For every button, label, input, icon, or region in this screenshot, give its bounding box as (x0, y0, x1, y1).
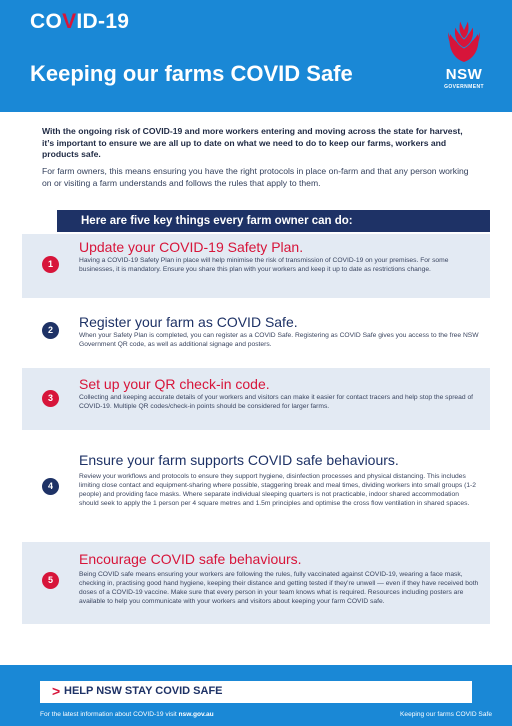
step-title: Set up your QR check-in code. (79, 376, 270, 392)
step-title: Ensure your farm supports COVID safe behaviours. (79, 452, 399, 468)
step-body: When your Safety Plan is completed, you can register as a COVID Safe. Registering as COVID Safe gives you access to the free NSW Government QR code, as well as additional signage and posters. (79, 332, 479, 348)
step-body: Having a COVID-19 Safety Plan in place will help minimise the risk of transmission of COVID-19 on your premises. For some businesses, it is mandatory. Ensure you share this plan with your workers and keep it up to date as restrictions change. (79, 257, 449, 273)
step-card-3 (22, 368, 490, 430)
footer-info-text: For the latest information about COVID-19 visit (40, 711, 179, 718)
brand-suffix: ID-19 (76, 10, 130, 33)
brand-v: V (62, 10, 77, 33)
page-title: Keeping our farms COVID Safe (30, 61, 353, 86)
step-card-2 (22, 306, 490, 358)
footer-info (40, 711, 214, 718)
step-body: Collecting and keeping accurate details of your workers and visitors can make it easier for contact tracers and help stop the spread of COVID-19. Multiple QR codes/check-in points should be considered for larger farms. (79, 394, 474, 410)
step-number-badge: 3 (42, 390, 59, 407)
cta-text: HELP NSW STAY COVID SAFE (64, 685, 223, 697)
step-card-5 (22, 542, 490, 624)
brand-title (30, 10, 129, 34)
step-title: Register your farm as COVID Safe. (79, 314, 298, 330)
step-card-1 (22, 234, 490, 298)
nsw-government-logo (432, 18, 496, 98)
step-title: Update your COVID-19 Safety Plan. (79, 239, 304, 255)
footer (0, 665, 512, 726)
footer-doc-title: Keeping our farms COVID Safe (400, 711, 492, 718)
step-body: Review your workflows and protocols to ensure they support hygiene, disinfection processes and physical distancing. This includes limiting close contact and equipment-sharing where possible, staggering break and meal times, dividing workers into small groups (1-2 people) and providing face masks. Where separate individual sleeping quarters is not practicable, indoor shared accommodation should seek to apply the 1 person per 4 square metres and 1.5m principles and optimise the cross flow ventilation in shared spaces. (79, 473, 476, 507)
step-number-badge: 1 (42, 256, 59, 273)
chevron-right-icon: > (52, 683, 61, 699)
step-number-badge: 5 (42, 572, 59, 589)
header (0, 0, 512, 112)
help-nsw-cta (40, 681, 472, 703)
step-title: Encourage COVID safe behaviours. (79, 551, 302, 567)
intro-regular: For farm owners, this means ensuring you have the right protocols in place on-farm and that any person working on or visiting a farm understands and follows the rules that apply to them. (42, 166, 469, 188)
logo-word: NSW (445, 66, 483, 83)
step-body: Being COVID safe means ensuring your workers are following the rules, fully vaccinated against COVID-19, wearing a face mask, checking in, practising good hand hygiene, keeping their distance and getting tested if they’re unwell — even if they have received both doses of a COVID-19 vaccine. Make sure that every person in your team knows what is required. Resources including posters are available to help you communicate with your workers and visitors about keeping your farm COVID safe. (79, 571, 479, 605)
waratah-flower-icon (444, 18, 484, 64)
step-number-badge: 4 (42, 478, 59, 495)
step-number-badge: 2 (42, 322, 59, 339)
brand-prefix: CO (30, 10, 63, 33)
logo-sub: GOVERNMENT (444, 84, 484, 90)
intro-bold: With the ongoing risk of COVID-19 and more workers entering and moving across the state for harvest, it’s important to ensure we are all up to date on what we need to do to keep our farms, workers and products safe. (42, 126, 463, 159)
step-card-4 (22, 446, 490, 526)
nsw-gov-link[interactable]: nsw.gov.au (178, 711, 214, 718)
key-things-banner: Here are five key things every farm owner can do: (57, 210, 490, 232)
